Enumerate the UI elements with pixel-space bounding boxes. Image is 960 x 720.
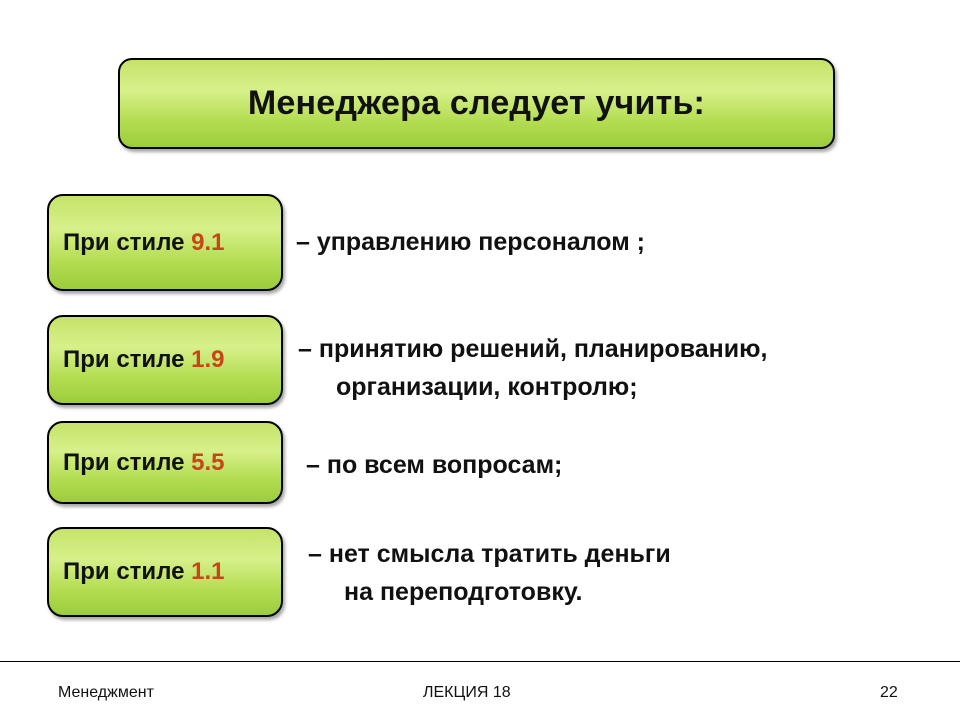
slide-title: Менеджера следует учить: [247,84,706,122]
style-prefix: При стиле [63,558,192,585]
style-number: 9.1 [191,228,225,256]
style-number: 5.5 [191,448,225,476]
style-label [63,229,225,257]
style-prefix: При стиле [63,346,192,373]
style-label [63,449,225,477]
style-box-9-1 [47,194,283,291]
footer-page-number: 22 [880,684,898,701]
style-number: 1.1 [191,558,225,585]
style-box-5-5 [47,421,283,504]
title-box [118,58,835,149]
footer-lecture: ЛЕКЦИЯ 18 [423,684,511,701]
style-box-1-9 [47,315,283,405]
style-prefix: При стиле [63,228,192,256]
footer-divider [0,661,960,662]
description-line: – по всем вопросам; [306,451,563,479]
description-line: на переподготовку. [344,578,583,606]
description-line: организации, контролю; [336,373,638,401]
style-description-1-1 [308,535,671,611]
description-line: – принятию решений, планированию, [298,335,768,363]
style-description-1-9 [298,330,767,406]
style-description-9-1 [296,223,645,261]
style-prefix: При стиле [63,448,192,476]
style-number: 1.9 [191,346,225,373]
description-line: – нет смысла тратить деньги [308,540,671,568]
style-label [63,558,225,586]
style-box-1-1 [47,527,283,617]
style-label [63,346,225,374]
footer-course: Менеджмент [58,684,154,701]
style-description-5-5 [306,446,562,484]
description-line: – управлению персоналом ; [296,228,645,256]
